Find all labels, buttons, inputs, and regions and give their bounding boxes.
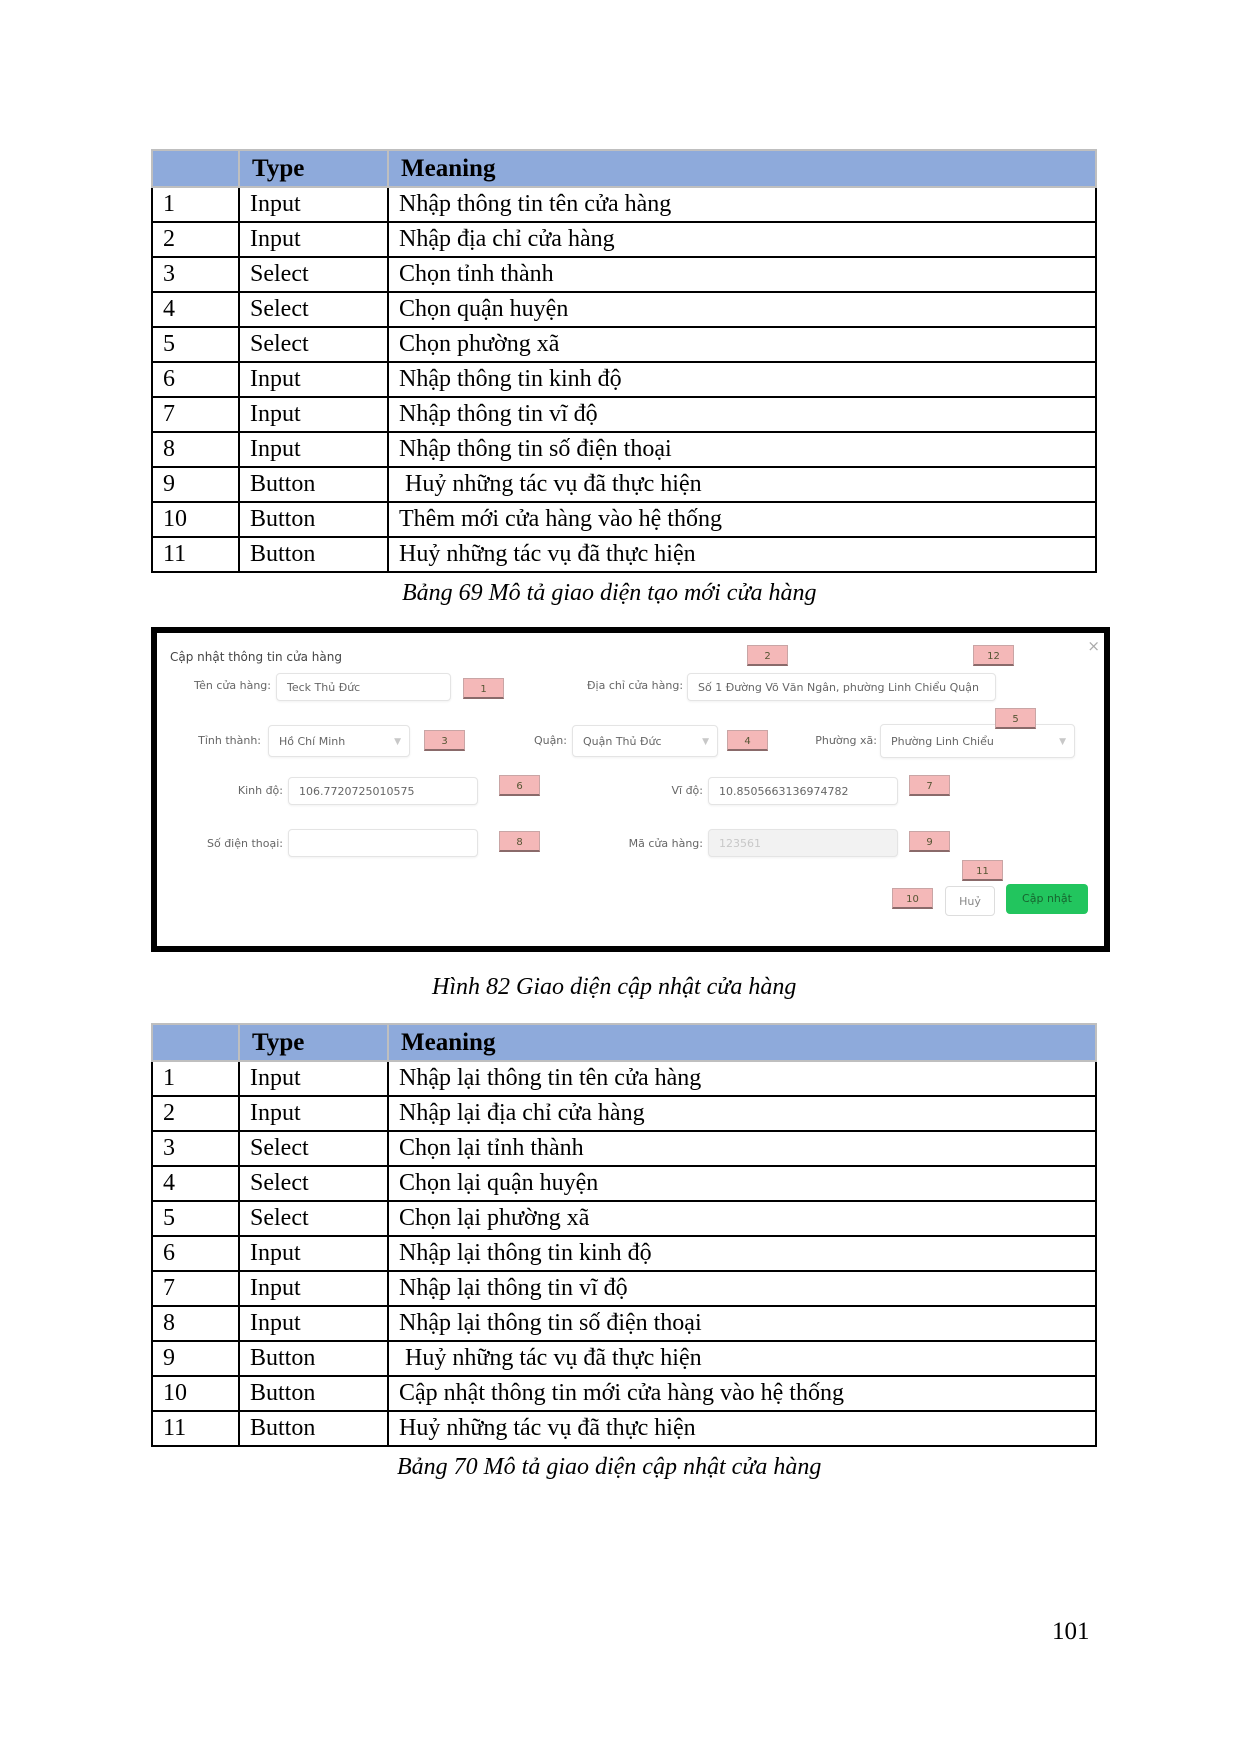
cell-meaning: Nhập lại thông tin tên cửa hàng xyxy=(388,1061,1096,1096)
cell-meaning: Nhập lại địa chỉ cửa hàng xyxy=(388,1096,1096,1131)
header-index xyxy=(152,150,239,187)
table-row xyxy=(152,467,1096,502)
cell-type: Select xyxy=(239,327,388,362)
province-value: Hồ Chí Minh xyxy=(279,735,346,748)
cell-meaning: Huỷ những tác vụ đã thực hiện xyxy=(388,1341,1096,1376)
table-update-store-description xyxy=(151,1023,1097,1447)
cell-meaning: Nhập thông tin tên cửa hàng xyxy=(388,187,1096,222)
latitude-label: Vĩ độ: xyxy=(671,784,703,797)
cell-type: Select xyxy=(239,1201,388,1236)
marker-8: 8 xyxy=(499,831,540,852)
marker-9: 9 xyxy=(909,831,950,852)
cell-meaning: Nhập lại thông tin kinh độ xyxy=(388,1236,1096,1271)
ward-label: Phường xã: xyxy=(815,734,877,747)
table-row xyxy=(152,1061,1096,1096)
cell-type: Input xyxy=(239,432,388,467)
cell-meaning: Chọn lại phường xã xyxy=(388,1201,1096,1236)
table-row xyxy=(152,502,1096,537)
phone-input[interactable] xyxy=(288,829,478,857)
cell-type: Button xyxy=(239,1376,388,1411)
cell-meaning: Cập nhật thông tin mới cửa hàng vào hệ thống xyxy=(388,1376,1096,1411)
header-type: Type xyxy=(239,1024,388,1061)
table-create-store-description xyxy=(151,149,1097,573)
ward-select[interactable] xyxy=(880,724,1075,758)
cell-index: 7 xyxy=(152,1271,239,1306)
cell-meaning: Chọn quận huyện xyxy=(388,292,1096,327)
cell-index: 5 xyxy=(152,327,239,362)
cell-meaning: Huỷ những tác vụ đã thực hiện xyxy=(388,537,1096,572)
cell-index: 1 xyxy=(152,1061,239,1096)
store-address-label: Địa chỉ cửa hàng: xyxy=(587,679,684,692)
cell-index: 10 xyxy=(152,1376,239,1411)
cell-meaning: Nhập thông tin vĩ độ xyxy=(388,397,1096,432)
cell-type: Select xyxy=(239,257,388,292)
table-row xyxy=(152,1306,1096,1341)
store-code-label: Mã cửa hàng: xyxy=(628,837,703,850)
cell-type: Input xyxy=(239,397,388,432)
ward-value: Phường Linh Chiểu xyxy=(891,735,994,748)
cell-index: 3 xyxy=(152,257,239,292)
table-row xyxy=(152,187,1096,222)
table-row xyxy=(152,257,1096,292)
table-row xyxy=(152,432,1096,467)
update-button[interactable]: Cập nhật xyxy=(1006,884,1088,914)
cell-meaning: Nhập lại thông tin vĩ độ xyxy=(388,1271,1096,1306)
cell-index: 6 xyxy=(152,1236,239,1271)
cell-index: 1 xyxy=(152,187,239,222)
cell-index: 5 xyxy=(152,1201,239,1236)
cell-type: Button xyxy=(239,1411,388,1446)
cell-meaning: Chọn phường xã xyxy=(388,327,1096,362)
cell-type: Input xyxy=(239,1096,388,1131)
cell-meaning: Thêm mới cửa hàng vào hệ thống xyxy=(388,502,1096,537)
marker-1: 1 xyxy=(463,678,504,699)
province-label: Tỉnh thành: xyxy=(198,734,261,747)
cell-index: 2 xyxy=(152,1096,239,1131)
dialog-title: Cập nhật thông tin cửa hàng xyxy=(170,650,342,664)
cell-type: Input xyxy=(239,1306,388,1341)
cell-meaning: Chọn lại quận huyện xyxy=(388,1166,1096,1201)
cell-index: 3 xyxy=(152,1131,239,1166)
chevron-down-icon: ▼ xyxy=(394,737,401,747)
header-index xyxy=(152,1024,239,1061)
cell-type: Button xyxy=(239,1341,388,1376)
cell-type: Input xyxy=(239,362,388,397)
store-address-input[interactable]: Số 1 Đường Võ Văn Ngân, phường Linh Chiểu Quận xyxy=(687,673,996,701)
cell-meaning: Nhập thông tin kinh độ xyxy=(388,362,1096,397)
table-row xyxy=(152,1131,1096,1166)
longitude-input[interactable]: 106.7720725010575 xyxy=(288,777,478,805)
header-type: Type xyxy=(239,150,388,187)
table-row xyxy=(152,1411,1096,1446)
close-icon[interactable]: × xyxy=(1087,637,1100,655)
cell-type: Input xyxy=(239,222,388,257)
table-row xyxy=(152,292,1096,327)
marker-3: 3 xyxy=(424,730,465,751)
cell-index: 10 xyxy=(152,502,239,537)
marker-4: 4 xyxy=(727,730,768,751)
cell-type: Select xyxy=(239,1131,388,1166)
header-meaning: Meaning xyxy=(388,150,1096,187)
table-row xyxy=(152,1166,1096,1201)
table-row xyxy=(152,1201,1096,1236)
cell-type: Input xyxy=(239,1061,388,1096)
cell-index: 8 xyxy=(152,432,239,467)
cell-type: Select xyxy=(239,1166,388,1201)
header-meaning: Meaning xyxy=(388,1024,1096,1061)
cell-meaning: Nhập địa chỉ cửa hàng xyxy=(388,222,1096,257)
cell-index: 8 xyxy=(152,1306,239,1341)
marker-6: 6 xyxy=(499,775,540,796)
store-name-input[interactable]: Teck Thủ Đức xyxy=(276,673,451,701)
page-number: 101 xyxy=(1052,1618,1090,1645)
table-caption-69: Bảng 69 Mô tả giao diện tạo mới cửa hàng xyxy=(402,580,817,606)
chevron-down-icon: ▼ xyxy=(702,737,709,747)
cell-meaning: Huỷ những tác vụ đã thực hiện xyxy=(388,467,1096,502)
cell-meaning: Nhập thông tin số điện thoại xyxy=(388,432,1096,467)
table-row xyxy=(152,397,1096,432)
table-row xyxy=(152,1376,1096,1411)
update-store-dialog-screenshot xyxy=(151,627,1110,952)
table-caption-70: Bảng 70 Mô tả giao diện cập nhật cửa hàng xyxy=(397,1454,822,1480)
district-select[interactable] xyxy=(572,725,718,757)
cell-meaning: Nhập lại thông tin số điện thoại xyxy=(388,1306,1096,1341)
table-row xyxy=(152,362,1096,397)
marker-10: 10 xyxy=(892,888,933,909)
district-value: Quận Thủ Đức xyxy=(583,735,662,748)
table-row xyxy=(152,222,1096,257)
longitude-label: Kinh độ: xyxy=(237,784,283,797)
table-row xyxy=(152,327,1096,362)
marker-2: 2 xyxy=(747,645,788,666)
cell-type: Button xyxy=(239,502,388,537)
store-name-label: Tên cửa hàng: xyxy=(193,679,271,692)
table-row xyxy=(152,1236,1096,1271)
district-label: Quận: xyxy=(533,734,567,747)
cell-index: 11 xyxy=(152,1411,239,1446)
cell-index: 4 xyxy=(152,292,239,327)
table-row xyxy=(152,1271,1096,1306)
marker-7: 7 xyxy=(909,775,950,796)
table-header-row xyxy=(152,1024,1096,1061)
cell-index: 9 xyxy=(152,1341,239,1376)
cell-index: 11 xyxy=(152,537,239,572)
table-row xyxy=(152,1096,1096,1131)
cell-meaning: Chọn tỉnh thành xyxy=(388,257,1096,292)
cell-index: 2 xyxy=(152,222,239,257)
cancel-button[interactable]: Huỷ xyxy=(945,886,995,916)
marker-12: 12 xyxy=(973,645,1014,666)
cell-type: Input xyxy=(239,1236,388,1271)
cell-type: Button xyxy=(239,537,388,572)
marker-11: 11 xyxy=(962,860,1003,881)
cell-index: 7 xyxy=(152,397,239,432)
cell-meaning: Huỷ những tác vụ đã thực hiện xyxy=(388,1411,1096,1446)
chevron-down-icon: ▼ xyxy=(1059,737,1066,747)
cell-index: 9 xyxy=(152,467,239,502)
cell-meaning: Chọn lại tỉnh thành xyxy=(388,1131,1096,1166)
table-row xyxy=(152,537,1096,572)
cell-index: 6 xyxy=(152,362,239,397)
province-select[interactable] xyxy=(268,725,410,757)
cell-type: Button xyxy=(239,467,388,502)
cell-type: Select xyxy=(239,292,388,327)
cell-type: Input xyxy=(239,1271,388,1306)
phone-label: Số điện thoại: xyxy=(206,837,283,850)
store-code-input: 123561 xyxy=(708,829,898,857)
cell-index: 4 xyxy=(152,1166,239,1201)
figure-caption-82: Hình 82 Giao diện cập nhật cửa hàng xyxy=(432,974,797,1000)
table-header-row xyxy=(152,150,1096,187)
marker-5: 5 xyxy=(995,708,1036,729)
table-row xyxy=(152,1341,1096,1376)
cell-type: Input xyxy=(239,187,388,222)
latitude-input[interactable]: 10.8505663136974782 xyxy=(708,777,898,805)
